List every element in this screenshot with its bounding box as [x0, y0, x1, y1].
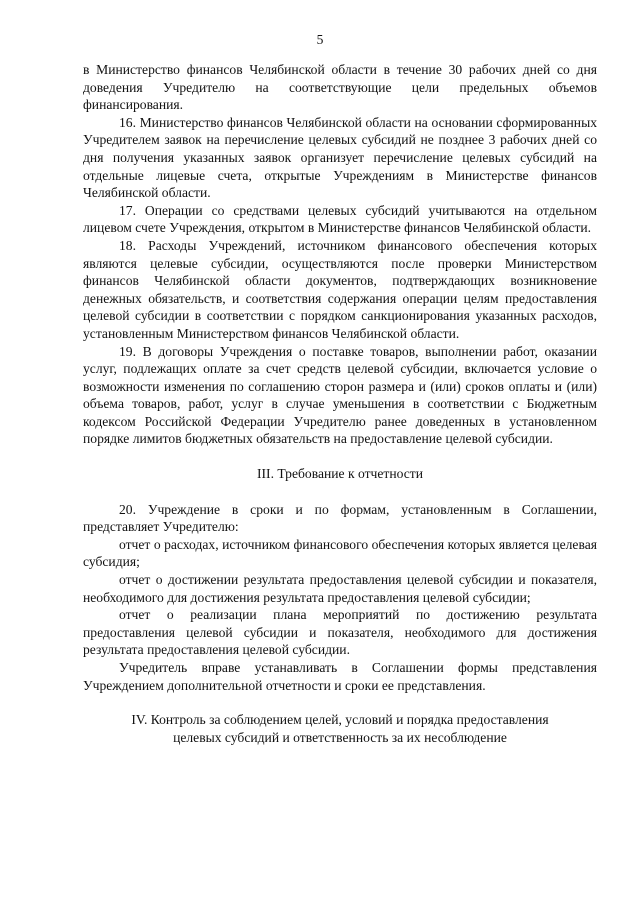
- paragraph-19: 19. В договоры Учреждения о поставке товаров, выполнении работ, оказании услуг, подлежащих оплате за счет средств целевой субсидии, включается условие о возможности изменения по соглашению сторон размера и (или) сроков оплаты и (или) объема товаров, работ, услуг в случае уменьшения в соответствии с Бюджетным кодексом Российской Федерации Учредителю ранее доведенных в установленном порядке лимитов бюджетных обязательств на предоставление целевой субсидии.: [83, 343, 597, 447]
- paragraph-16: 16. Министерство финансов Челябинской области на основании сформированных Учредителем заявок на перечисление целевых субсидий не позднее 3 рабочих дней со дня получения указанных заявок организует перечисление целевых субсидий на отдельные лицевые счета, открытые Учреждениям в Министерстве финансов Челябинской области.: [83, 114, 597, 201]
- paragraph-17: 17. Операции со средствами целевых субсидий учитываются на отдельном лицевом счете Учреждения, открытом в Министерстве финансов Челябинской области.: [83, 202, 597, 236]
- document-body: [83, 61, 597, 746]
- report-expenses-item: отчет о расходах, источником финансового обеспечения которых является целевая субсидия;: [83, 536, 597, 570]
- report-results-item: отчет о достижении результата предоставления целевой субсидии и показателя, необходимого для достижения результата предоставления целевой субсидии;: [83, 572, 597, 605]
- report-plan-item: отчет о реализации плана мероприятий по достижению результата предоставления целевой субсидии и показателя, необходимого для достижения результата предоставления целевой субсидии.: [83, 607, 597, 658]
- section-3-title: III. Требование к отчетности: [257, 466, 423, 482]
- page-number: 5: [316, 32, 324, 47]
- paragraph-20: 20. Учреждение в сроки и по формам, установленным в Соглашении, представляет Учредителю:: [83, 501, 597, 535]
- paragraph-18: 18. Расходы Учреждений, источником финансового обеспечения которых являются целевые субсидии, осуществляются после проверки Министерством финансов Челябинской области документов, подтверждающих возникновение денежных обязательств, и соответствия содержания операции целям предоставления целевой субсидии в соответствии с порядком санкционирования указанных расходов, установленным Министерством финансов Челябинской области.: [83, 237, 597, 341]
- section-4-title: [83, 711, 597, 746]
- paragraph-continuation: в Министерство финансов Челябинской области в течение 30 рабочих дней со дня доведения Учредителю на соответствующие цели предельных объемов финансирования.: [83, 62, 597, 113]
- section-4-title-line-1: IV. Контроль за соблюдением целей, условий и порядка предоставления: [131, 712, 549, 728]
- paragraph-additional-reporting: Учредитель вправе устанавливать в Соглашении формы представления Учреждением дополнительной отчетности и сроки ее представления.: [83, 660, 597, 693]
- section-4-title-line-2: целевых субсидий и ответственность за их несоблюдение: [173, 729, 507, 745]
